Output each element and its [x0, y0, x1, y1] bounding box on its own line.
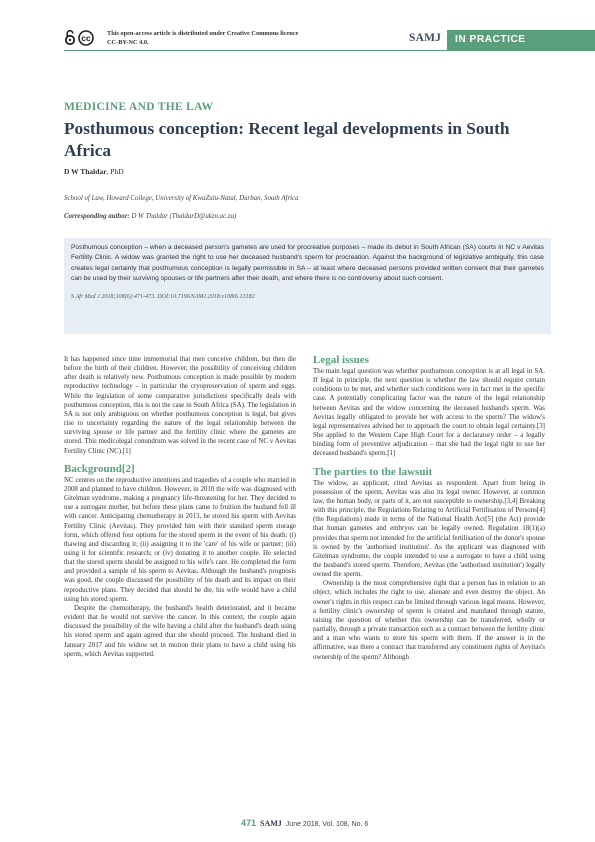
article-title: Posthumous conception: Recent legal developments in South Africa — [64, 119, 510, 160]
journal-name: SAMJ — [409, 32, 442, 44]
author-name: D W Thaldar — [64, 167, 107, 176]
background-paragraph-1: NC centres on the reproductive intentions and tragedies of a couple who married in 2008 and planned to have children. However, in 2010 the wife was diagnosed with Gitelman syndrome, making a pregnancy life-threatening for her. They decided to use a surrogate mother, but before these plans came to fruition the husband fell ill with cancer. Anticipating chemotherapy in 2013, he stored his sperm with Aevitas Fertility Clinic (Aevitas). They provided him with their standard sperm storage form, which offered four options for the stored sperm in the event of his death: (i) thawing and discarding it; (ii) assigning it to the 'care' of his wife or partner; (iii) using it for scientific research; or (iv) donating it to another couple. He selected that the stored sperm should be assigned to his wife's care. He completed the form and provided a sample of his sperm to Aevitas. Although the husband's prognosis was good, the couple discussed the possibility of his death and its impact on their reproductive plans. They decided that should he die, his wife would have a child using his stored sperm. — [64, 475, 296, 603]
background-paragraph-2: Despite the chemotherapy, the husband's health deteriorated, and it became evident that he would not survive the cancer. In this context, the couple again discussed the possibility of the wife having a child after the husband's death using his stored sperm and again agreed that she should proceed. The husband died in January 2017 and his widow set in motion their plans to have a child using his sperm, which Aevitas supported. — [64, 603, 296, 658]
corresponding-label: Corresponding author: — [64, 213, 130, 220]
body-column-right — [313, 355, 545, 662]
svg-text:cc: cc — [81, 33, 91, 44]
background-heading: Background[2] — [64, 462, 135, 475]
body-column-left — [64, 355, 296, 659]
open-access-icon — [64, 30, 104, 46]
page-footer — [241, 818, 368, 828]
header-divider — [64, 50, 595, 51]
parties-heading: The parties to the lawsuit — [313, 465, 433, 478]
license-icons — [64, 30, 104, 46]
footer-issue: June 2018, Vol. 108, No. 6 — [285, 821, 369, 828]
corresponding-value: D W Thaldar (ThaldarD@ukzn.ac.za) — [129, 213, 237, 220]
creative-commons-icon — [79, 31, 93, 45]
corresponding-author — [64, 213, 236, 220]
intro-paragraph: It has happened since time immemorial that men conceive children, but then die before the birth of their children. However, the possibility of conceiving children after death is relatively new. Posthumous conception is made possible by modern reproductive technology – in particular the cryopreservation of sperm and eggs. While the legislation of some comparative jurisdictions specifically deals with posthumous conception, this is not the case in South Africa (SA). The legislation in SA is not only ambiguous on whether posthumous conception is legal, but gives rise to uncertainty regarding the nature of the legal relationship between the surviving spouse or life partner and the fertility clinic where the gametes are stored. This medicolegal conundrum was solved in the recent case of NC v Aevitas Fertility Clinic (NC).[1] — [64, 355, 296, 455]
legal-issues-heading: Legal issues — [313, 354, 369, 366]
legal-issues-paragraph: The main legal question was whether posthumous conception is at all legal in SA. If legal in principle, the next question is whether the law should require certain conditions to be met, and whether such conditions were in fact met in the specific case. A potentially complicating factor was the nature of the legal relationship between Aevitas and the widow concerning the deceased husband's sperm. Was Aevitas legally obligated to provide her with access to the sperm? The widow's legal representatives advised her to approach the court to obtain legal certainty.[3] She applied to the Western Cape High Court for a declaratory order – a legally binding form of preventive adjudication – that she had the legal right to use her deceased husband's sperm.[1] — [313, 367, 545, 458]
abstract-text: Posthumous conception – when a deceased person's gametes are used for procreative purposes – made its debut in South African (SA) courts in NC v Aevitas Fertility Clinic. A widow was granted the right to use her deceased husband's sperm for procreation. Against the background of legislative ambiguity, this case creates legal certainty that posthumous conception is legally permissible in SA – at least where deceased persons provided written consent that their gametes can be used by their surviving spouses or life partners after their death, and where there is no controversy about such consent. — [71, 244, 544, 282]
license-notice: This open-access article is distributed under Creative Commons licence CC-BY-NC 4.0. — [107, 30, 299, 46]
page-number: 471 — [241, 818, 257, 828]
section-label: MEDICINE AND THE LAW — [64, 101, 214, 113]
author-affiliation: School of Law, Howard College, University of KwaZulu-Natal, Durban, South Africa — [64, 195, 299, 202]
parties-paragraph-2: Ownership is the most comprehensive right that a person has in relation to an object, which includes the right to use, alienate and even destroy the object. An owner's rights in this respect can be limited through various legal means. However, a fertility clinic's ownership of sperm is created and mandated through statute, raising the question of whether this ownership can be transferred, wholly or partially, through a private transaction such as a contract between the fertility clinic and a man who wants to store his sperm with them. If the answer is in the affirmative, was there a contract that transferred any constituent rights of Aevitas's ownership of the sperm? Although — [313, 579, 545, 661]
section-banner: IN PRACTICE — [447, 30, 595, 50]
parties-paragraph-1: The widow, as applicant, cited Aevitas as respondent. Apart from being in possession of the sperm, Aevitas was also its legal owner. However, at common law, the human body, or parts of it, are not susceptible to ownership.[3,4] Breaking with this principle, the Regulations Relating to Artificial Fertilisation of Persons[4] (the Regulations) made in terms of the National Health Act[5] (the Act) provide that human gametes and embryos can be legally owned. Regulation 18(1)(a) provides that sperm not intended for the artificial fertilisation of the donor's spouse is owned by the 'authorised institution'. As the applicant was diagnosed with Gitelman syndrome, the couple intended to use a surrogate to have a child using the husband's stored sperm. Therefore, Aevitas (the 'authorised institution') legally owned the sperm. — [313, 478, 545, 579]
citation: S Afr Med J 2018;108(6):471-473. DOI:10.7196/SAMJ.2018.v108i6.13182 — [71, 294, 255, 300]
author-line — [64, 167, 124, 176]
author-degree: , PhD — [106, 167, 124, 176]
abstract-box — [64, 238, 551, 334]
footer-journal: SAMJ — [260, 819, 282, 828]
